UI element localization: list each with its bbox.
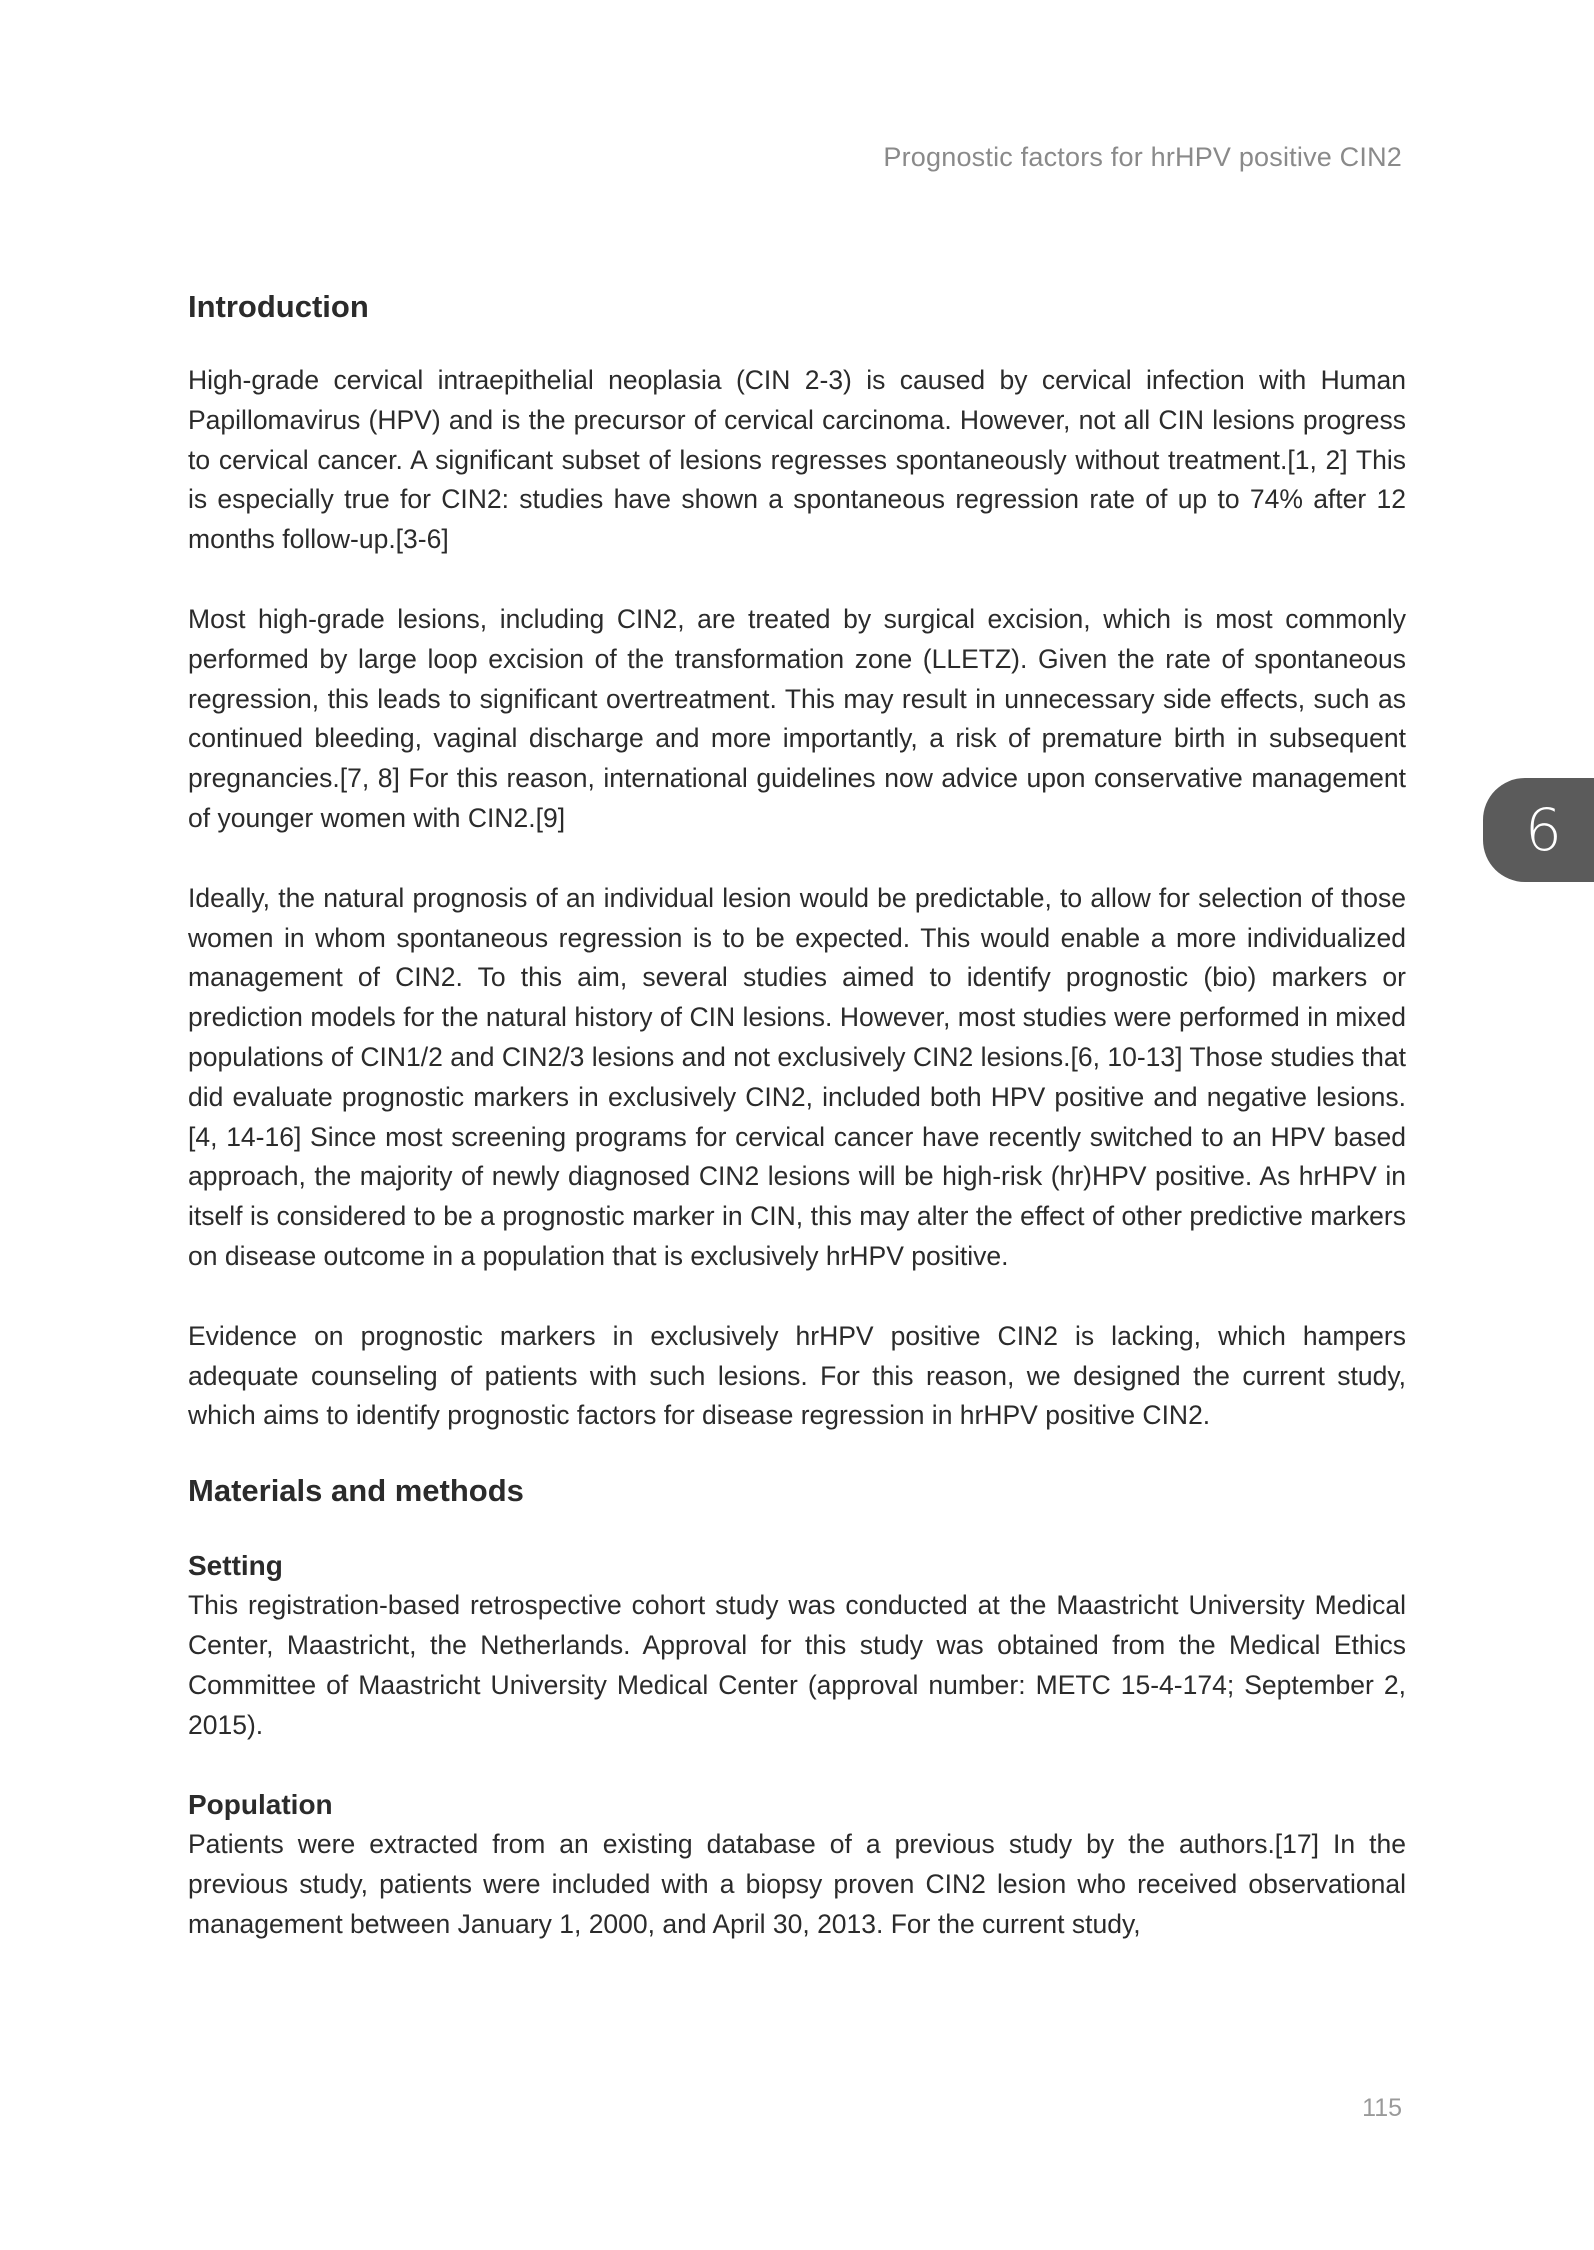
page-number: 115 — [1362, 2094, 1402, 2122]
intro-paragraph-4: Evidence on prognostic markers in exclusively hrHPV positive CIN2 is lacking, which hampers adequate counseling of patients with such lesions. For this reason, we designed the current study, which aims to identify prognostic factors for disease regression in hrHPV positive CIN2. — [188, 1320, 1406, 1431]
population-paragraph: Patients were extracted from an existing database of a previous study by the authors.[17] In the previous study, patients were included with a biopsy proven CIN2 lesion who received observational management between January 1, 2000, and April 30, 2013. For the current study, — [188, 1829, 1406, 1939]
section-heading-methods: Materials and methods — [188, 1473, 524, 1509]
page-body — [188, 282, 1406, 1945]
intro-paragraph-2: Most high-grade lesions, including CIN2, are treated by surgical excision, which is most commonly performed by large loop excision of the transformation zone (LLETZ). Given the rate of spontaneous regression, this leads to significant overtreatment. This may result in unnecessary side effects, such as continued bleeding, vaginal discharge and more importantly, a risk of premature birth in subsequent pregnancies.[7, 8] For this reason, international guidelines now advice upon conservative management of younger women with CIN2.[9] — [188, 603, 1406, 833]
section-heading-introduction: Introduction — [188, 289, 369, 324]
chapter-tab — [1483, 778, 1594, 882]
subheading-setting: Setting — [188, 1550, 283, 1582]
intro-paragraph-3: Ideally, the natural prognosis of an individual lesion would be predictable, to allow for selection of those women in whom spontaneous regression is to be expected. This would enable a more individualized management of CIN2. To this aim, several studies aimed to identify prognostic (bio) markers or prediction models for the natural history of CIN lesions. However, most studies were performed in mixed populations of CIN1/2 and CIN2/3 lesions and not exclusively CIN2 lesions.[6, 10-13] Those studies that did evaluate prognostic markers in exclusively CIN2, included both HPV positive and negative lesions.[4, 14-16] Since most screening programs for cervical cancer have recently switched to an HPV based approach, the majority of newly diagnosed CIN2 lesions will be high-risk (hr)HPV positive. As hrHPV in itself is considered to be a prognostic marker in CIN, this may alter the effect of other predictive markers on disease outcome in a population that is exclusively hrHPV positive. — [188, 882, 1406, 1271]
subheading-population: Population — [188, 1789, 333, 1821]
setting-paragraph: This registration-based retrospective cohort study was conducted at the Maastricht University Medical Center, Maastricht, the Netherlands. Approval for this study was obtained from the Medical Ethics Committee of Maastricht University Medical Center (approval number: METC 15-4-174; September 2, 2015). — [188, 1590, 1406, 1740]
intro-paragraph-1: High-grade cervical intraepithelial neoplasia (CIN 2-3) is caused by cervical infection with Human Papillomavirus (HPV) and is the precursor of cervical carcinoma. However, not all CIN lesions progress to cervical cancer. A significant subset of lesions regresses spontaneously without treatment.[1, 2] This is especially true for CIN2: studies have shown a spontaneous regression rate of up to 74% after 12 months follow-up.[3-6] — [188, 365, 1406, 555]
chapter-number: 6 — [1525, 796, 1562, 864]
running-header: Prognostic factors for hrHPV positive CIN2 — [883, 142, 1402, 172]
